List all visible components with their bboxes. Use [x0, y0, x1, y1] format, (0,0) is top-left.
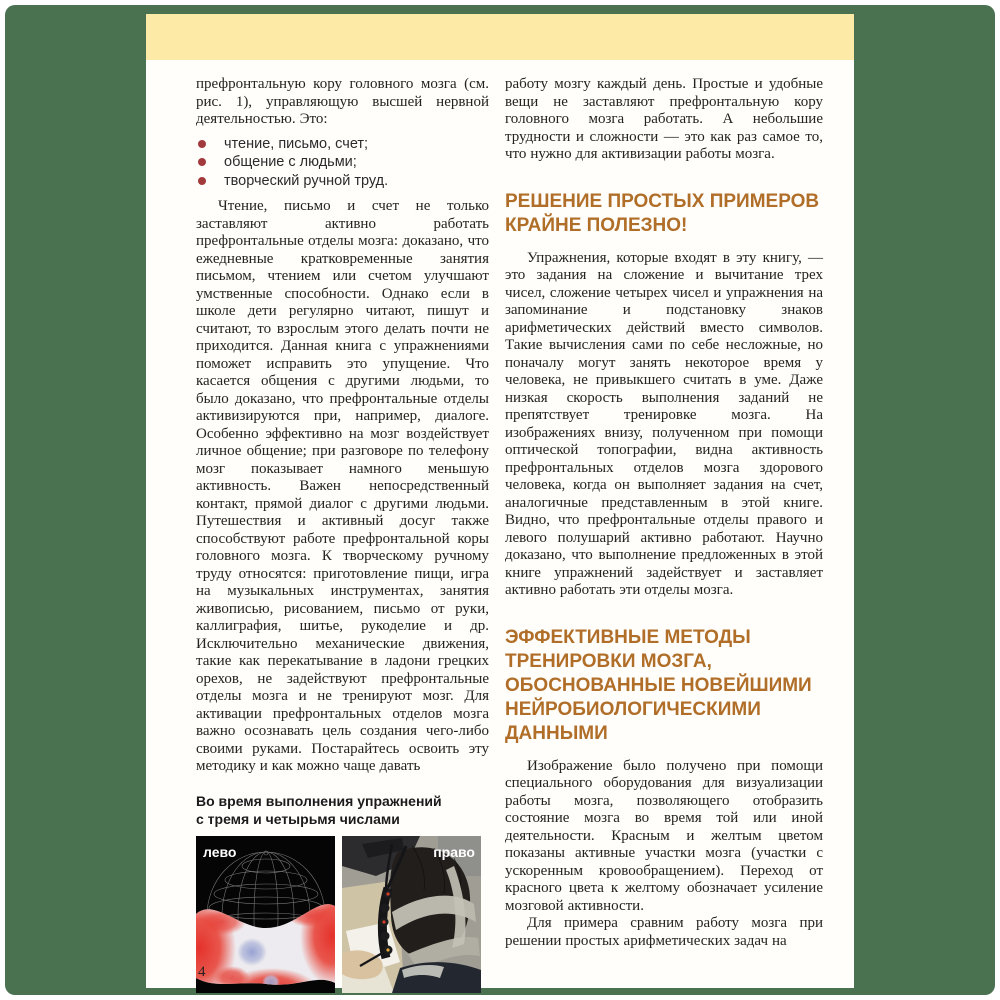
bullet-icon [198, 140, 206, 148]
bullet-list [196, 135, 489, 191]
bullet-icon [198, 177, 206, 185]
bullet-text: творческий ручной труд. [224, 172, 389, 189]
left-paragraph-2: Чтение, письмо и счет не только заставляют активно работать префронтальные отделы мозга: доказано, что ежедневные кратковременные занятия письмом, чтением или счетом улучшают умственные способности. Однако если в школе дети регулярно читают, пишут и считают, то взрослым этого делать почти не приходится. Данная книга с упражнениями поможет исправить это упущение. Что касается общения с другими людьми, то было доказано, что префронтальные отделы активизируются при, например, диалоге. Особенно эффективно на мозг воздействует личное общение; при разговоре по телефону мозг показывает намного меньшую активность. Важен непосредственный контакт, прямой диалог с другими людьми. Путешествия и активный досуг также способствуют работе префронтальной коры головного мозга. К творческому ручному труду относятся: приготовление пищи, игра на музыкальных инструментах, занятия живописью, рисованием, письмо от руки, каллиграфия, шитье, рукоделие и др. Исключительно механические движения, такие как перекатывание в ладони грецких орехов, не задействуют префронтальные отделы мозга и не тренируют мозг. Для активации префронтальных отделов мозга важно осознавать цель создания чего-либо своими руками. Постарайтесь освоить эту методику и как можно чаще давать [196, 198, 489, 774]
list-item [196, 135, 489, 154]
right-paragraph-2: Упражнения, которые входят в эту книгу, — это задания на сложение и вычитание трех чисел, сложение четырех чисел и упражнения на запоминание и подстановку знаков арифметических действий вместо символов. Такие вычисления сами по себе несложные, но поначалу могут занять некоторое время у человека, не привыкшего считать в уме. Даже низкая скорость выполнения заданий не препятствует тренировке мозга. На изображениях внизу, полученном при помощи оптической топографии, видна активность префронтальных отделов мозга здорового человека, когда он выполняет задания на счет, аналогичные представленным в этой книге. Видно, что префронтальные отделы правого и левого полушарий активно работают. Научно доказано, что выполнение предложенных в этой книге упражнений задействует и заставляет активно работать эти отделы мозга. [505, 249, 823, 598]
right-image-label: право [433, 843, 475, 860]
right-column [505, 76, 823, 993]
section-heading-1: РЕШЕНИЕ ПРОСТЫХ ПРИМЕРОВ КРАЙНЕ ПОЛЕЗНО! [505, 190, 820, 236]
page-content [146, 60, 854, 993]
page-number: 4 [198, 964, 206, 980]
brain-topography-image [196, 836, 335, 993]
bullet-icon [198, 158, 206, 166]
figure-caption: Во время выполнения упражнений с тремя и четырьмя числами [196, 792, 442, 827]
bullet-text: чтение, письмо, счет; [224, 135, 369, 152]
bullet-text: общение с людьми; [224, 154, 357, 170]
right-paragraph-1: работу мозгу каждый день. Простые и удобные вещи не заставляют префронтальную кору головного мозга работать. А небольшие трудности и сложности — это как раз самое то, что нужно для активизации работы мозга. [505, 76, 823, 162]
figure-images [196, 836, 489, 993]
section-heading-2: ЭФФЕКТИВНЫЕ МЕТОДЫ ТРЕНИРОВКИ МОЗГА, ОБОСНОВАННЫЕ НОВЕЙШИМИ НЕЙРОБИОЛОГИЧЕСКИМИ ДАННЫМИ [505, 626, 812, 744]
writing-hand [342, 950, 384, 979]
left-image-label: лево [203, 843, 237, 860]
list-item [196, 172, 489, 191]
left-paragraph-1: префронтальную кору головного мозга (см. рис. 1), управляющую высшей нервной деятельностью. Это: [196, 76, 489, 127]
subject-photo-image [342, 836, 481, 993]
book-page [146, 14, 854, 988]
left-column [196, 76, 489, 993]
right-paragraph-4: Для примера сравним работу мозга при решении простых арифметических задач на [505, 915, 823, 949]
page-top-yellow-band [146, 14, 854, 60]
list-item [196, 153, 489, 172]
right-paragraph-3: Изображение было получено при помощи специального оборудования для визуализации работы мозга, позволяющего отобразить состояние мозга во время той или иной деятельности. Красным и желтым цветом показаны активные участки мозга (участки с ускоренным кровообращением). Переход от красного цвета к желтому обозначает усиление мозговой активности. [505, 757, 823, 914]
